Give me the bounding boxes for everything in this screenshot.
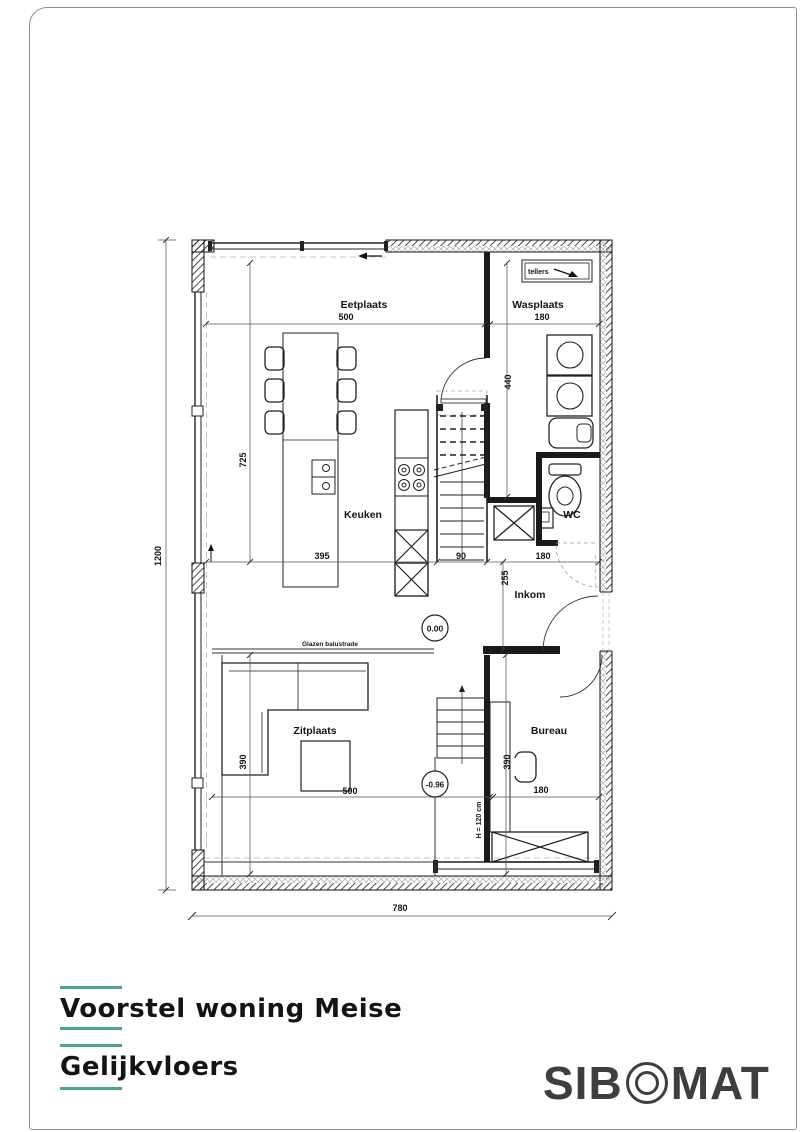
kitchen-cabinets — [395, 410, 428, 596]
logo-text-left: SIB — [543, 1057, 623, 1109]
dim-zitplaats-width: 500 — [342, 786, 358, 796]
small-staircase — [437, 685, 487, 764]
main-staircase — [434, 391, 490, 562]
accent-line-2 — [60, 1027, 122, 1030]
dim-left-inner: 725 — [238, 452, 248, 468]
dim-inkom-width: 180 — [535, 551, 551, 561]
dining-chairs — [265, 347, 356, 434]
dim-balustrade-height: H = 120 cm — [476, 801, 483, 839]
room-label-wasplaats: Wasplaats — [512, 299, 564, 311]
hall-shaft — [494, 506, 534, 540]
accent-line-3 — [60, 1044, 122, 1047]
bureau-shaft — [492, 832, 588, 862]
room-label-wc: WC — [563, 509, 581, 521]
dim-total-width: 780 — [392, 903, 408, 913]
north-arrow-icon — [208, 544, 214, 551]
dim-wasplaats-depth: 440 — [503, 374, 513, 390]
room-label-zitplaats: Zitplaats — [293, 725, 337, 737]
logo-circle-icon — [626, 1062, 668, 1104]
dim-total-height: 1200 — [153, 545, 163, 567]
level-badge-ground — [422, 615, 448, 641]
dim-stair-width: 90 — [455, 551, 467, 561]
level-badge-sunken — [422, 771, 448, 797]
dim-zitplaats-depth: 390 — [238, 754, 248, 770]
dim-eetplaats-width: 500 — [338, 312, 354, 322]
room-label-keuken: Keuken — [344, 509, 382, 521]
outer-walls — [192, 240, 613, 890]
cooktop-icon — [399, 465, 425, 491]
dim-inkom-depth: 255 — [500, 570, 510, 586]
floor-title: Gelijkvloers — [60, 1052, 239, 1082]
dim-kitchen-width: 395 — [314, 551, 330, 561]
logo-text-right: MAT — [670, 1057, 770, 1109]
level-sunken-value: -0.96 — [425, 780, 445, 790]
plan-labels — [153, 299, 581, 913]
dim-bureau-width: 180 — [533, 785, 549, 795]
room-label-eetplaats: Eetplaats — [340, 299, 388, 311]
accent-line-4 — [60, 1087, 122, 1090]
coffee-table — [301, 741, 350, 791]
meter-box — [522, 260, 592, 282]
kitchen-island-and-table — [265, 333, 356, 587]
level-ground-value: 0.00 — [426, 623, 444, 634]
accent-line-1 — [60, 986, 122, 989]
dim-bureau-depth: 390 — [502, 754, 512, 770]
laundry-fixtures — [547, 335, 593, 448]
room-label-inkom: Inkom — [514, 589, 546, 601]
meter-box-label: tellers — [528, 269, 549, 276]
drawing-title: Voorstel woning Meise — [60, 994, 403, 1024]
dim-wasplaats-width: 180 — [534, 312, 550, 322]
entry-arrow-icon — [358, 253, 367, 260]
balustrade-note: Glazen balustrade — [302, 641, 358, 648]
sibomat-logo — [543, 1056, 770, 1110]
room-label-bureau: Bureau — [530, 725, 568, 737]
shaft-boxes — [395, 530, 428, 596]
